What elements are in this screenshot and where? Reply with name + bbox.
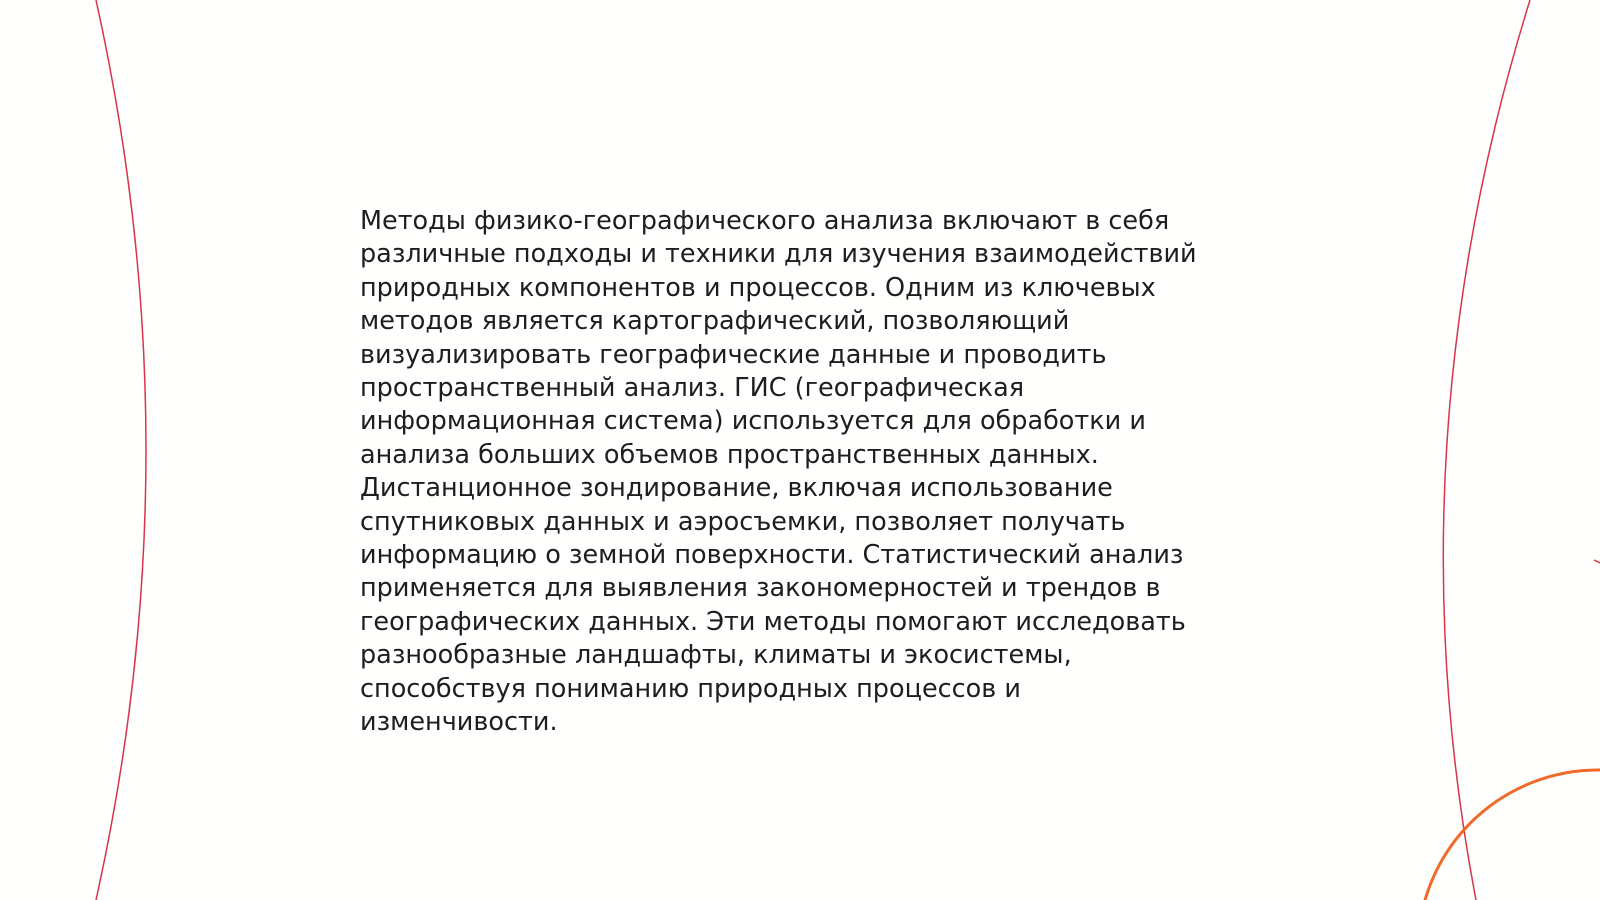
body-paragraph: Методы физико-географического анализа включают в себя различные подходы и техники для изучения взаимодействий природных компонентов и процессов. Одним из ключевых методов является картографический, позволяющий визуализировать географические данные и проводить пространственный анализ. ГИС (географическая информационная система) используется для обработки и анализа больших объемов пространственных данных. Дистанционное зондирование, включая использование спутниковых данных и аэросъемки, позволяет получать информацию о земной поверхности. Статистический анализ применяется для выявления закономерностей и трендов в географических данных. Эти методы помогают исследовать разнообразные ландшафты, климаты и экосистемы, способствуя пониманию природных процессов и изменчивости. [360, 206, 1197, 738]
orange-arc [1418, 770, 1600, 900]
right-decorative-curve [1443, 0, 1530, 900]
edge-mark [1594, 560, 1600, 563]
left-decorative-curve [96, 0, 146, 900]
